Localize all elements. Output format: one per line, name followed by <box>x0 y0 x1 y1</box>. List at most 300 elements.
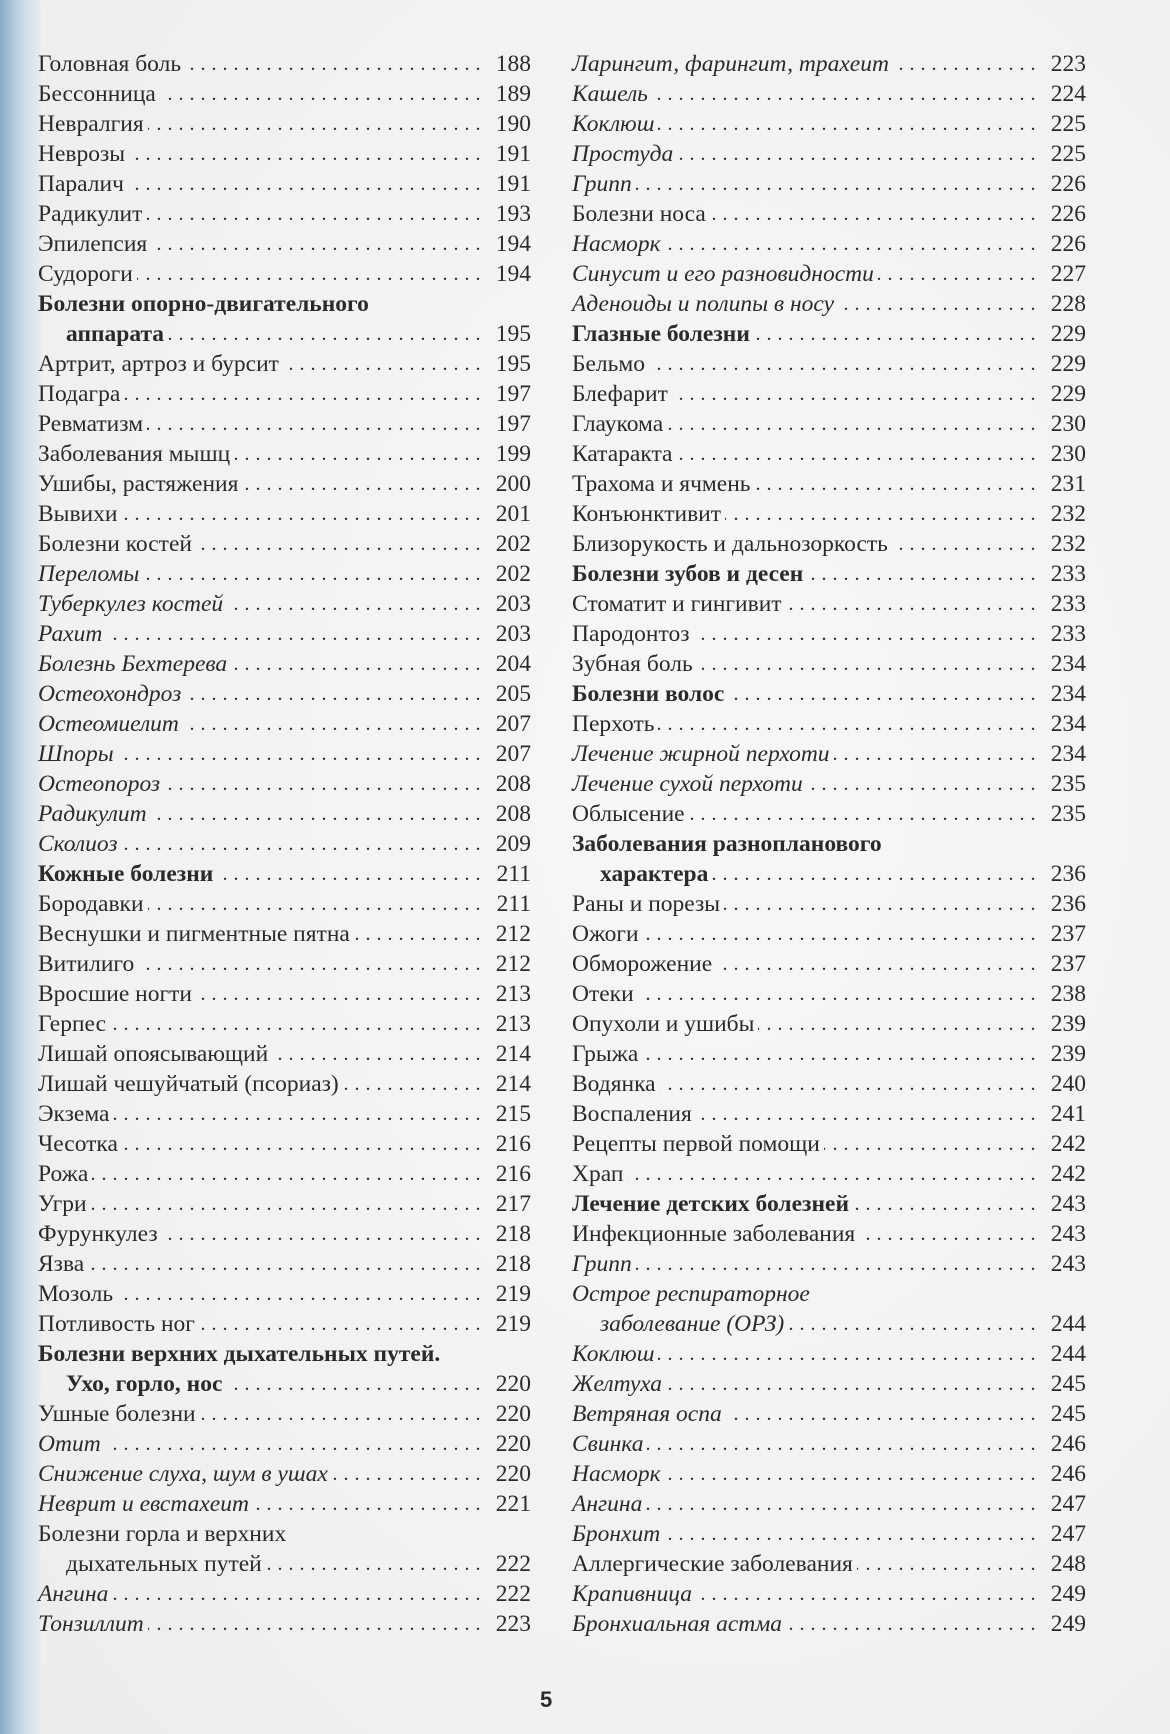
toc-entry-title: Трахома и ячмень <box>572 471 751 497</box>
toc-entry[interactable] <box>38 229 531 259</box>
toc-entry[interactable] <box>572 319 1086 349</box>
toc-entry[interactable] <box>572 859 1086 889</box>
toc-entry-title: Перхоть <box>572 711 655 737</box>
toc-entry[interactable] <box>38 919 531 949</box>
toc-entry[interactable] <box>572 349 1086 379</box>
toc-entry[interactable] <box>38 1129 531 1159</box>
leader-dots <box>652 79 1036 109</box>
toc-entry[interactable] <box>572 559 1086 589</box>
leader-dots <box>627 1159 1036 1189</box>
toc-entry[interactable] <box>572 1429 1086 1459</box>
page-number: 5 <box>540 1687 553 1712</box>
leader-dots <box>121 499 481 529</box>
toc-entry-title: Конъюнктивит <box>572 501 722 527</box>
leader-dots <box>647 1429 1036 1459</box>
toc-entry[interactable] <box>572 1519 1086 1549</box>
toc-entry-page: 199 <box>495 441 531 467</box>
toc-entry-page: 207 <box>495 711 531 737</box>
toc-entry-title: Зубная боль <box>572 651 693 677</box>
toc-entry[interactable] <box>572 499 1086 529</box>
toc-entry[interactable] <box>572 889 1086 919</box>
toc-entry-title: Судороги <box>38 261 133 287</box>
toc-entry-title: Заболевания мышц <box>38 441 231 467</box>
toc-entry[interactable] <box>572 649 1086 679</box>
leader-dots <box>226 1369 481 1399</box>
toc-entry-page: 202 <box>495 561 531 587</box>
toc-entry[interactable] <box>38 1399 531 1429</box>
toc-entry-page: 230 <box>1050 411 1086 437</box>
leader-dots <box>118 739 481 769</box>
leader-dots <box>658 109 1036 139</box>
toc-entry[interactable] <box>38 1279 531 1309</box>
toc-entry-title: Витилиго <box>38 951 135 977</box>
toc-entry[interactable] <box>572 529 1086 559</box>
toc-entry[interactable] <box>572 619 1086 649</box>
toc-entry[interactable] <box>38 1579 531 1609</box>
toc-entry-title: Синусит и его разновидности <box>572 261 874 287</box>
toc-left-column <box>38 49 531 1639</box>
toc-entry-page: 215 <box>495 1101 531 1127</box>
toc-entry[interactable] <box>572 289 1086 319</box>
toc-entry[interactable] <box>38 1339 531 1369</box>
toc-entry-title: Кожные болезни <box>38 861 214 887</box>
toc-entry[interactable] <box>572 1309 1086 1339</box>
toc-entry-title: Лечение детских болезней <box>572 1191 849 1217</box>
toc-entry-page: 203 <box>495 621 531 647</box>
toc-entry-title: Острое респираторное <box>572 1281 810 1307</box>
leader-dots <box>886 829 1036 859</box>
toc-entry[interactable] <box>572 199 1086 229</box>
toc-entry[interactable] <box>38 199 531 229</box>
leader-dots <box>231 649 481 679</box>
toc-entry[interactable] <box>572 1459 1086 1489</box>
leader-dots <box>112 1579 481 1609</box>
leader-dots <box>200 1399 481 1429</box>
toc-entry-title: Подагра <box>38 381 121 407</box>
toc-entry[interactable] <box>572 769 1086 799</box>
toc-entry-page: 207 <box>495 741 531 767</box>
toc-entry[interactable] <box>572 1549 1086 1579</box>
leader-dots <box>272 1039 481 1069</box>
toc-entry[interactable] <box>38 289 531 319</box>
toc-entry[interactable] <box>38 739 531 769</box>
leader-dots <box>712 859 1036 889</box>
leader-dots <box>91 1189 481 1219</box>
toc-entry[interactable] <box>572 169 1086 199</box>
toc-entry[interactable] <box>572 1189 1086 1219</box>
toc-entry-page: 197 <box>495 381 531 407</box>
toc-entry[interactable] <box>38 469 531 499</box>
leader-dots <box>242 469 481 499</box>
toc-entry-title: Бельмо <box>572 351 645 377</box>
leader-dots <box>672 379 1036 409</box>
toc-entry-title: Бессонница <box>38 81 156 107</box>
toc-entry-title: заболевание (ОРЗ) <box>600 1311 785 1337</box>
toc-entry-title: Рахит <box>38 621 103 647</box>
toc-entry[interactable] <box>572 949 1086 979</box>
toc-entry-title: Пародонтоз <box>572 621 690 647</box>
toc-entry-page: 193 <box>495 201 531 227</box>
toc-entry[interactable] <box>572 469 1086 499</box>
toc-entry[interactable] <box>38 1189 531 1219</box>
leader-dots <box>696 1099 1036 1129</box>
toc-entry-title: Болезни горла и верхних <box>38 1521 287 1547</box>
toc-entry-title: Остеопороз <box>38 771 161 797</box>
toc-entry-page: 235 <box>1050 771 1086 797</box>
toc-entry-title: Остеохондроз <box>38 681 182 707</box>
leader-dots <box>859 1219 1036 1249</box>
toc-entry[interactable] <box>572 1129 1086 1159</box>
toc-entry-page: 202 <box>495 531 531 557</box>
leader-dots <box>129 139 481 169</box>
toc-entry[interactable] <box>38 859 531 889</box>
toc-entry[interactable] <box>38 169 531 199</box>
toc-entry[interactable] <box>572 739 1086 769</box>
toc-entry-title: Болезни носа <box>572 201 706 227</box>
toc-entry-page: 221 <box>495 1491 531 1517</box>
leader-dots <box>677 139 1036 169</box>
toc-entry-title: Коклюш <box>572 1341 655 1367</box>
toc-entry[interactable] <box>38 319 531 349</box>
leader-dots <box>824 1129 1036 1159</box>
leader-dots <box>106 619 481 649</box>
leader-dots <box>113 1099 481 1129</box>
leader-dots <box>807 769 1036 799</box>
toc-entry-title: Болезни зубов и десен <box>572 561 804 587</box>
leader-dots <box>138 949 481 979</box>
toc-entry[interactable] <box>38 649 531 679</box>
toc-entry[interactable] <box>572 919 1086 949</box>
toc-entry-title: Лишай чешуйчатый (псориаз) <box>38 1071 339 1097</box>
leader-dots <box>151 799 481 829</box>
toc-entry-title: Катаракта <box>572 441 673 467</box>
leader-dots <box>878 259 1036 289</box>
leader-dots <box>665 1459 1036 1489</box>
toc-entry[interactable] <box>38 379 531 409</box>
leader-dots <box>92 1159 481 1189</box>
toc-entry-page: 222 <box>495 1581 531 1607</box>
leader-dots <box>664 1519 1036 1549</box>
toc-entry[interactable] <box>38 439 531 469</box>
toc-entry[interactable] <box>38 589 531 619</box>
toc-entry[interactable] <box>38 499 531 529</box>
toc-entry[interactable] <box>572 589 1086 619</box>
toc-entry-page: 246 <box>1050 1431 1086 1457</box>
toc-entry-page: 203 <box>495 591 531 617</box>
leader-dots <box>143 559 481 589</box>
leader-dots <box>283 349 481 379</box>
toc-entry-page: 189 <box>495 81 531 107</box>
toc-entry[interactable] <box>38 1489 531 1519</box>
toc-entry-page: 226 <box>1050 171 1086 197</box>
toc-entry-title: Паралич <box>38 171 124 197</box>
toc-entry[interactable] <box>38 559 531 589</box>
toc-entry[interactable] <box>38 1519 531 1549</box>
toc-entry[interactable] <box>38 529 531 559</box>
toc-entry-page: 245 <box>1050 1371 1086 1397</box>
leader-dots <box>128 169 481 199</box>
toc-entry[interactable] <box>38 349 531 379</box>
toc-entry-title: Облысение <box>572 801 685 827</box>
leader-dots <box>893 49 1036 79</box>
toc-entry[interactable] <box>572 1099 1086 1129</box>
toc-entry-page: 226 <box>1050 231 1086 257</box>
leader-dots <box>227 589 481 619</box>
leader-dots <box>196 979 481 1009</box>
toc-entry-title: Шпоры <box>38 741 114 767</box>
toc-entry[interactable] <box>572 109 1086 139</box>
toc-entry-title: Болезнь Бехтерева <box>38 651 228 677</box>
leader-dots <box>151 229 481 259</box>
toc-entry-page: 228 <box>1050 291 1086 317</box>
toc-entry-title: Ожоги <box>572 921 639 947</box>
toc-entry[interactable] <box>38 1549 531 1579</box>
toc-entry-page: 237 <box>1050 921 1086 947</box>
toc-entry-title: характера <box>600 861 709 887</box>
toc-entry[interactable] <box>38 1159 531 1189</box>
toc-entry-page: 213 <box>495 981 531 1007</box>
toc-entry-title: Лечение жирной перхоти <box>572 741 830 767</box>
toc-entry[interactable] <box>38 1609 531 1639</box>
toc-entry[interactable] <box>572 709 1086 739</box>
toc-entry-page: 217 <box>495 1191 531 1217</box>
toc-entry-page: 231 <box>1050 471 1086 497</box>
toc-entry[interactable] <box>572 1159 1086 1189</box>
toc-entry[interactable] <box>38 709 531 739</box>
toc-entry[interactable] <box>572 229 1086 259</box>
toc-entry[interactable] <box>38 619 531 649</box>
toc-entry-title: дыхательных путей <box>66 1551 262 1577</box>
toc-entry-page: 240 <box>1050 1071 1086 1097</box>
toc-entry-page: 243 <box>1050 1191 1086 1217</box>
toc-entry[interactable] <box>572 1219 1086 1249</box>
toc-entry[interactable] <box>38 79 531 109</box>
toc-entry-title: аппарата <box>66 321 165 347</box>
leader-dots <box>290 1519 481 1549</box>
toc-entry-page: 223 <box>1050 51 1086 77</box>
toc-entry-title: Тонзиллит <box>38 1611 144 1637</box>
toc-entry-title: Храп <box>572 1161 624 1187</box>
toc-entry[interactable] <box>38 1069 531 1099</box>
toc-entry-title: Бородавки <box>38 891 144 917</box>
toc-entry[interactable] <box>572 829 1086 859</box>
toc-entry-title: Ларингит, фарингит, трахеит <box>572 51 889 77</box>
toc-entry[interactable] <box>38 409 531 439</box>
leader-dots <box>724 889 1036 919</box>
toc-entry[interactable] <box>572 439 1086 469</box>
toc-entry[interactable] <box>572 679 1086 709</box>
toc-entry-page: 235 <box>1050 801 1086 827</box>
toc-entry[interactable] <box>572 259 1086 289</box>
leader-dots <box>253 1489 481 1519</box>
leader-dots <box>786 1609 1036 1639</box>
toc-entry-page: 195 <box>495 351 531 377</box>
toc-entry[interactable] <box>572 409 1086 439</box>
toc-entry-title: Артрит, артроз и бурсит <box>38 351 279 377</box>
toc-entry-page: 233 <box>1050 561 1086 587</box>
toc-entry[interactable] <box>572 1339 1086 1369</box>
leader-dots <box>786 589 1036 619</box>
toc-entry-title: Снижение слуха, шум в ушах <box>38 1461 328 1487</box>
toc-entry-title: Рожа <box>38 1161 89 1187</box>
leader-dots <box>373 289 481 319</box>
leader-dots <box>199 1309 481 1339</box>
leader-dots <box>755 469 1037 499</box>
toc-entry[interactable] <box>38 1369 531 1399</box>
leader-dots <box>185 49 481 79</box>
toc-entry-page: 232 <box>1050 501 1086 527</box>
toc-entry[interactable] <box>38 1009 531 1039</box>
toc-entry-title: Потливость ног <box>38 1311 195 1337</box>
toc-entry[interactable] <box>38 679 531 709</box>
toc-entry[interactable] <box>572 1609 1086 1639</box>
toc-entry-page: 234 <box>1050 651 1086 677</box>
toc-entry-title: Вывихи <box>38 501 118 527</box>
leader-dots <box>332 1459 481 1489</box>
toc-entry-page: 219 <box>495 1311 531 1337</box>
leader-dots <box>147 409 481 439</box>
toc-entry-title: Неврит и евстахеит <box>38 1491 249 1517</box>
leader-dots <box>807 559 1036 589</box>
leader-dots <box>88 1249 481 1279</box>
toc-entry[interactable] <box>572 1399 1086 1429</box>
leader-dots <box>658 1339 1036 1369</box>
toc-entry[interactable] <box>572 1249 1086 1279</box>
toc-entry-page: 247 <box>1050 1491 1086 1517</box>
toc-entry-title: Переломы <box>38 561 140 587</box>
toc-entry-page: 226 <box>1050 201 1086 227</box>
toc-entry[interactable] <box>572 139 1086 169</box>
toc-entry[interactable] <box>38 1249 531 1279</box>
leader-dots <box>110 1009 481 1039</box>
toc-entry[interactable] <box>572 1579 1086 1609</box>
toc-entry-title: Стоматит и гингивит <box>572 591 782 617</box>
toc-entry-title: Остеомиелит <box>38 711 179 737</box>
toc-entry[interactable] <box>38 889 531 919</box>
leader-dots <box>164 769 481 799</box>
toc-entry-title: Ушибы, растяжения <box>38 471 239 497</box>
toc-entry[interactable] <box>38 1459 531 1489</box>
toc-entry[interactable] <box>572 1009 1086 1039</box>
toc-entry-page: 248 <box>1050 1551 1086 1577</box>
toc-entry-title: Бронхит <box>572 1521 661 1547</box>
toc-entry[interactable] <box>572 1489 1086 1519</box>
toc-entry-title: Глазные болезни <box>572 321 750 347</box>
toc-entry[interactable] <box>38 949 531 979</box>
leader-dots <box>857 1549 1036 1579</box>
toc-entry[interactable] <box>572 379 1086 409</box>
toc-entry-title: Язва <box>38 1251 85 1277</box>
toc-entry-title: Отеки <box>572 981 634 1007</box>
leader-dots <box>196 529 481 559</box>
toc-entry-title: Крапивница <box>572 1581 693 1607</box>
toc-entry[interactable] <box>572 1039 1086 1069</box>
toc-entry[interactable] <box>38 799 531 829</box>
toc-entry-title: Эпилепсия <box>38 231 148 257</box>
toc-entry-title: Грипп <box>572 1251 632 1277</box>
toc-entry-title: Лишай опоясывающий <box>38 1041 269 1067</box>
leader-dots <box>122 829 481 859</box>
toc-entry[interactable] <box>38 1039 531 1069</box>
toc-entry-page: 244 <box>1050 1341 1086 1367</box>
toc-entry[interactable] <box>38 1219 531 1249</box>
leader-dots <box>694 619 1037 649</box>
toc-entry-title: Грипп <box>572 171 632 197</box>
toc-entry[interactable] <box>38 259 531 289</box>
toc-entry[interactable] <box>572 79 1086 109</box>
toc-entry[interactable] <box>572 799 1086 829</box>
leader-dots <box>728 679 1036 709</box>
toc-entry[interactable] <box>572 1069 1086 1099</box>
toc-entry[interactable] <box>38 139 531 169</box>
toc-entry-title: Мозоль <box>38 1281 114 1307</box>
toc-entry-title: Заболевания разнопланового <box>572 831 882 857</box>
toc-entry-title: Воспаления <box>572 1101 692 1127</box>
toc-entry-page: 223 <box>495 1611 531 1637</box>
toc-entry-page: 194 <box>495 261 531 287</box>
toc-entry-page: 229 <box>1050 351 1086 377</box>
toc-entry-title: Ангина <box>38 1581 109 1607</box>
toc-entry-title: Чесотка <box>38 1131 118 1157</box>
toc-entry-page: 233 <box>1050 621 1086 647</box>
toc-entry-title: Лечение сухой перхоти <box>572 771 803 797</box>
toc-entry[interactable] <box>38 49 531 79</box>
leader-dots <box>636 1249 1036 1279</box>
leader-dots <box>853 1189 1036 1219</box>
toc-entry-title: Обморожение <box>572 951 713 977</box>
toc-entry[interactable] <box>572 979 1086 1009</box>
toc-entry-page: 229 <box>1050 381 1086 407</box>
toc-entry[interactable] <box>38 769 531 799</box>
toc-entry[interactable] <box>38 979 531 1009</box>
toc-entry-page: 243 <box>1050 1251 1086 1277</box>
toc-entry-title: Ветряная оспа <box>572 1401 722 1427</box>
toc-entry-page: 208 <box>495 801 531 827</box>
toc-entry-title: Ушные болезни <box>38 1401 196 1427</box>
toc-entry-page: 219 <box>495 1281 531 1307</box>
toc-entry[interactable] <box>38 1429 531 1459</box>
toc-entry-page: 220 <box>495 1371 531 1397</box>
toc-entry[interactable] <box>572 1369 1086 1399</box>
leader-dots <box>834 739 1036 769</box>
toc-entry-page: 188 <box>495 51 531 77</box>
toc-entry-page: 218 <box>495 1221 531 1247</box>
toc-entry-page: 237 <box>1050 951 1086 977</box>
toc-right-column <box>572 49 1086 1639</box>
toc-entry[interactable] <box>572 49 1086 79</box>
toc-entry-page: 249 <box>1050 1581 1086 1607</box>
toc-entry-title: Кашель <box>572 81 648 107</box>
toc-entry[interactable] <box>38 109 531 139</box>
leader-dots <box>168 319 481 349</box>
toc-entry-page: 246 <box>1050 1461 1086 1487</box>
leader-dots <box>642 1039 1036 1069</box>
toc-entry-title: Близорукость и дальнозоркость <box>572 531 888 557</box>
toc-entry-title: Болезни костей <box>38 531 192 557</box>
toc-entry-title: Болезни верхних дыхательных путей. <box>38 1341 441 1367</box>
toc-entry[interactable] <box>38 1099 531 1129</box>
toc-entry[interactable] <box>38 829 531 859</box>
leader-dots <box>162 1219 481 1249</box>
toc-entry[interactable] <box>38 1309 531 1339</box>
leader-dots <box>754 319 1036 349</box>
toc-entry[interactable] <box>572 1279 1086 1309</box>
toc-entry-page: 200 <box>495 471 531 497</box>
toc-entry-page: 239 <box>1050 1011 1086 1037</box>
leader-dots <box>636 169 1036 199</box>
toc-entry-page: 212 <box>495 951 531 977</box>
toc-entry-page: 213 <box>495 1011 531 1037</box>
